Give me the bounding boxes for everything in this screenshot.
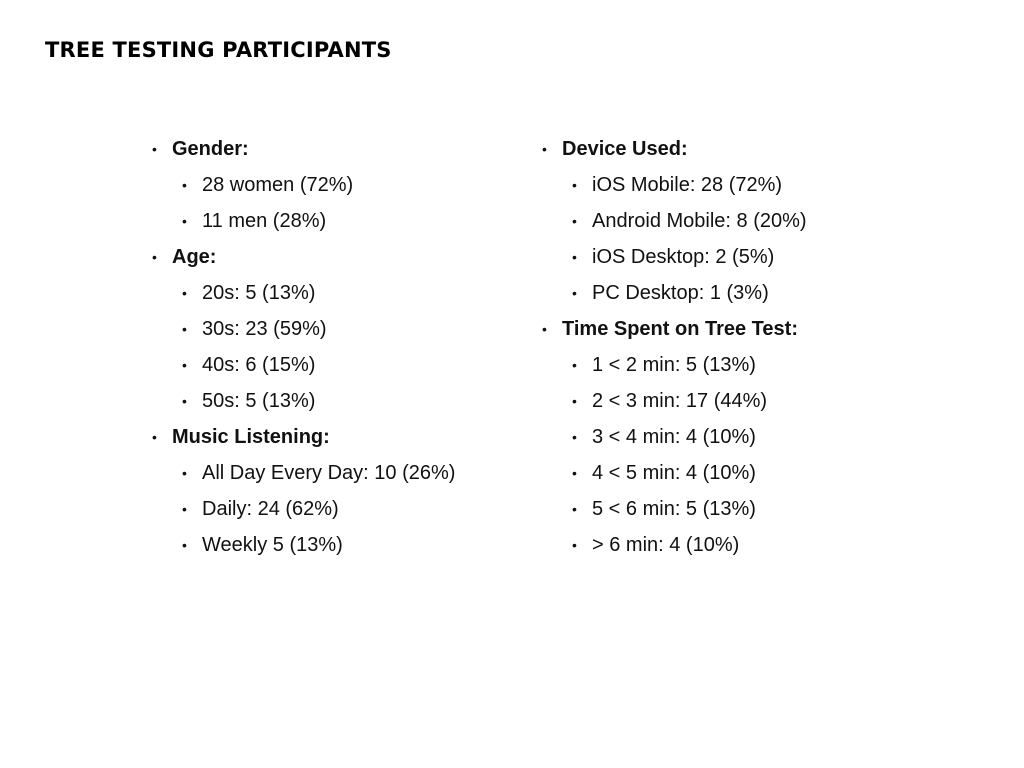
list-subitem [152, 275, 522, 311]
list-subitem-text: > 6 min: 4 (10%) [592, 533, 740, 556]
list-subitem-text: iOS Mobile: 28 (72%) [592, 173, 783, 196]
list-subitem [152, 311, 522, 347]
list-subitem-text: 30s: 23 (59%) [202, 317, 327, 340]
bullet-icon: • [572, 285, 577, 301]
list-item-age [152, 239, 522, 275]
list-subitem-text: 3 < 4 min: 4 (10%) [592, 425, 756, 448]
bullet-icon: • [182, 285, 187, 301]
list-subitem [152, 167, 522, 203]
list-subitem [152, 203, 522, 239]
slide-title: TREE TESTING PARTICIPANTS [45, 38, 392, 62]
list-subitem [152, 347, 522, 383]
bullet-icon: • [182, 393, 187, 409]
list-subitem [542, 239, 962, 275]
bullet-icon: • [572, 249, 577, 265]
list-subitem-text: 40s: 6 (15%) [202, 353, 316, 376]
list-subitem [542, 347, 962, 383]
list-heading: Music Listening: [172, 425, 330, 448]
list-subitem [542, 527, 962, 563]
list-subitem-text: 4 < 5 min: 4 (10%) [592, 461, 756, 484]
list-item-time-spent [542, 311, 962, 347]
list-heading: Time Spent on Tree Test: [562, 317, 798, 340]
bullet-icon: • [152, 141, 157, 157]
right-column [542, 131, 962, 563]
bullet-icon: • [182, 213, 187, 229]
bullet-icon: • [542, 141, 547, 157]
list-subitem [542, 203, 962, 239]
bullet-icon: • [152, 429, 157, 445]
bullet-icon: • [182, 537, 187, 553]
list-heading: Device Used: [562, 137, 688, 160]
bullet-icon: • [572, 429, 577, 445]
list-subitem-text: All Day Every Day: 10 (26%) [202, 461, 456, 484]
bullet-icon: • [182, 177, 187, 193]
bullet-icon: • [572, 357, 577, 373]
list-item-music-listening [152, 419, 522, 455]
left-column [152, 131, 522, 563]
list-subitem-text: iOS Desktop: 2 (5%) [592, 245, 775, 268]
bullet-icon: • [572, 537, 577, 553]
list-subitem [152, 455, 522, 491]
list-item-device-used [542, 131, 962, 167]
list-subitem-text: Weekly 5 (13%) [202, 533, 343, 556]
list-item-gender [152, 131, 522, 167]
list-subitem [542, 167, 962, 203]
list-subitem [542, 419, 962, 455]
bullet-icon: • [182, 321, 187, 337]
list-subitem-text: 1 < 2 min: 5 (13%) [592, 353, 756, 376]
list-subitem-text: 28 women (72%) [202, 173, 354, 196]
bullet-icon: • [152, 249, 157, 265]
bullet-icon: • [572, 501, 577, 517]
list-subitem [152, 491, 522, 527]
bullet-icon: • [542, 321, 547, 337]
bullet-icon: • [572, 393, 577, 409]
list-subitem-text: 11 men (28%) [202, 209, 327, 232]
list-subitem-text: PC Desktop: 1 (3%) [592, 281, 769, 304]
list-subitem-text: 5 < 6 min: 5 (13%) [592, 497, 756, 520]
bullet-icon: • [572, 177, 577, 193]
list-subitem [152, 383, 522, 419]
list-subitem-text: 20s: 5 (13%) [202, 281, 316, 304]
bullet-icon: • [182, 357, 187, 373]
bullet-icon: • [182, 465, 187, 481]
list-subitem-text: 2 < 3 min: 17 (44%) [592, 389, 768, 412]
list-subitem [152, 527, 522, 563]
list-subitem [542, 275, 962, 311]
list-subitem-text: Android Mobile: 8 (20%) [592, 209, 807, 232]
bullet-icon: • [572, 213, 577, 229]
list-subitem [542, 491, 962, 527]
list-heading: Gender: [172, 137, 249, 160]
bullet-icon: • [572, 465, 577, 481]
list-subitem [542, 455, 962, 491]
list-heading: Age: [172, 245, 217, 268]
list-subitem-text: Daily: 24 (62%) [202, 497, 339, 520]
list-subitem-text: 50s: 5 (13%) [202, 389, 316, 412]
list-subitem [542, 383, 962, 419]
bullet-icon: • [182, 501, 187, 517]
